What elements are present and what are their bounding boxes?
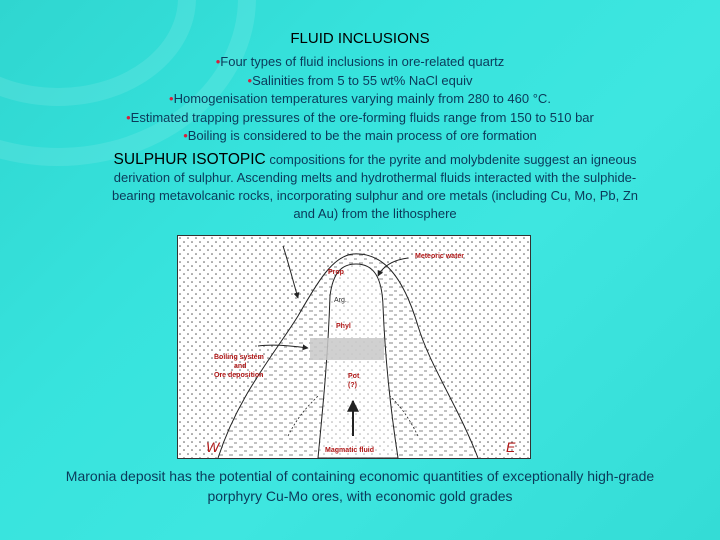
label-and: and bbox=[234, 363, 247, 370]
bullet-item bbox=[0, 127, 720, 146]
bullet-marker: • bbox=[247, 72, 253, 88]
label-east: E bbox=[506, 439, 516, 455]
label-west: W bbox=[206, 439, 220, 455]
porphyry-system-diagram bbox=[177, 235, 531, 459]
bullet-list bbox=[0, 53, 720, 146]
label-argillic: Arg. bbox=[334, 297, 347, 304]
bullet-text: Four types of fluid inclusions in ore-related quartz bbox=[220, 54, 505, 69]
sulphur-isotope-paragraph bbox=[110, 151, 640, 223]
bullet-text: Homogenisation temperatures varying mainly from 280 to 460 °C. bbox=[173, 91, 551, 106]
label-meteoric-water: Meteoric water bbox=[415, 253, 465, 260]
bullet-item bbox=[0, 72, 720, 91]
diagram-svg bbox=[178, 236, 530, 458]
bullet-marker: • bbox=[126, 109, 131, 125]
label-potassic-query: (?) bbox=[348, 382, 357, 389]
label-phyllic: Phyl bbox=[336, 323, 351, 330]
slide-title: FLUID INCLUSIONS bbox=[290, 30, 430, 47]
label-ore-deposition: Ore deposition bbox=[214, 372, 264, 379]
paragraph-lead: SULPHUR ISOTOPIC bbox=[113, 151, 266, 168]
bullet-text: Salinities from 5 to 55 wt% NaCl equiv bbox=[252, 72, 473, 88]
bullet-marker: • bbox=[183, 128, 188, 143]
label-boiling-system: Boiling system bbox=[214, 354, 264, 361]
bullet-marker: • bbox=[169, 91, 174, 106]
paragraph-body: compositions for the pyrite and molybdenite suggest an igneous derivation of sulphur. Ascending melts and hydrothermal fluids interacted with the sulphide-bearing metavolcanic rocks, incorporating sulphur and ore metals (including Cu, Mo, Pb, Zn and Au) from the lithosphere bbox=[111, 152, 639, 221]
bullet-marker: • bbox=[215, 54, 221, 69]
bullet-item bbox=[0, 90, 720, 109]
bullet-text: Estimated trapping pressures of the ore-forming fluids range from 150 to 510 bar bbox=[130, 109, 594, 125]
conclusion-caption: Maronia deposit has the potential of containing economic quantities of exceptionally high-grade porphyry Cu-Mo ores, with economic gold grades bbox=[65, 468, 655, 504]
bullet-text: Boiling is considered to be the main process of ore formation bbox=[187, 128, 537, 143]
boiling-zone bbox=[310, 338, 384, 360]
label-magmatic-fluid: Magmatic fluid bbox=[325, 447, 375, 454]
label-propylitic: Prop bbox=[328, 269, 344, 276]
label-potassic: Pot bbox=[348, 373, 360, 380]
bullet-item bbox=[0, 109, 720, 128]
bullet-item bbox=[0, 53, 720, 72]
